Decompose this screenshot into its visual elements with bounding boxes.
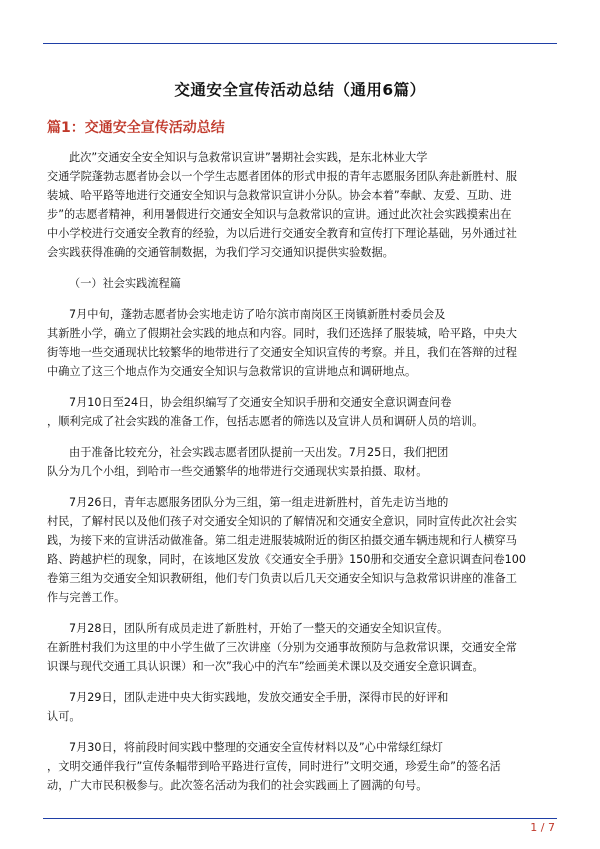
paragraph-intro (47, 148, 555, 262)
text-line: 交通学院蓬勃志愿者协会以一个学生志愿者团体的形式申报的青年志愿服务团队奔赴新胜村、服 (47, 170, 517, 183)
text-line: 由于准备比较充分，社会实践志愿者团队提前一天出发。7月25日，我们把团 (69, 446, 449, 459)
text-line: 装城、哈平路等地进行交通安全知识与急救常识宣讲小分队。协会本着”奉献、友爱、互助、进 (47, 189, 512, 202)
text-line: 卷第三组为交通安全知识教研组，他们专门负责以后几天交通安全知识与急救常识讲座的准备工 (47, 572, 517, 585)
paragraph-july-25 (47, 443, 555, 481)
text-line: 7月29日，团队走进中央大街实践地，发放交通安全手册，深得市民的好评和 (69, 691, 449, 704)
paragraph-july-28 (47, 619, 555, 676)
paragraph-july-26 (47, 493, 555, 607)
text-line: 会实践获得准确的交通管制数据，为我们学习交通知识提供实验数据。 (47, 246, 394, 259)
footer-rule (43, 818, 557, 819)
paragraph-july-10 (47, 393, 555, 431)
paragraph-july-29 (47, 688, 555, 726)
text-line: 认可。 (47, 710, 81, 723)
text-line: 识课与现代交通工具认识课）和一次”我心中的汽车”绘画美术课以及交通安全意识调查。 (47, 660, 484, 673)
text-line: （一）社会实践流程篇 (69, 277, 181, 290)
text-line: 7月10日至24日，协会组织编写了交通安全知识手册和交通安全意识调查问卷 (69, 396, 452, 409)
header-rule (43, 43, 557, 44)
text-line: 路、跨越护栏的现象，同时，在该地区发放《交通安全手册》150册和交通安全意识调查问卷100 (47, 553, 527, 566)
subsection-heading (47, 274, 555, 293)
text-line: 践，为接下来的宣讲活动做准备。第二组走进服装城附近的街区拍摄交通车辆违规和行人横穿马 (47, 534, 517, 547)
text-line: 队分为几个小组，到哈市一些交通繁华的地带进行交通现状实景拍摄、取材。 (47, 465, 428, 478)
text-line: 作与完善工作。 (47, 591, 126, 604)
document-title: 交通安全宣传活动总结（通用6篇） (174, 81, 426, 99)
text-line: 7月26日，青年志愿服务团队分为三组，第一组走进新胜村，首先走访当地的 (69, 496, 449, 509)
text-line: 在新胜村我们为这里的中小学生做了三次讲座（分别为交通事故预防与急救常识课，交通安全常 (47, 641, 517, 654)
page-number: 1 / 7 (530, 821, 555, 834)
text-line: 中小学校进行交通安全教育的经验，为以后进行交通安全教育和宣传打下理论基础，另外通过社 (47, 227, 517, 240)
text-line: 街等地一些交通现状比较繁华的地带进行了交通安全知识宣传的考察。并且，我们在答辩的过程 (47, 346, 517, 359)
text-line: 7月28日，团队所有成员走进了新胜村，开始了一整天的交通安全知识宣传。 (69, 622, 449, 635)
text-line: ，文明交通伴我行”宣传条幅带到哈平路进行宣传，同时进行”文明交通，珍爱生命”的签名活 (47, 760, 501, 773)
text-line: 中确立了这三个地点作为交通安全知识与急救常识的宣讲地点和调研地点。 (47, 365, 417, 378)
text-line: 7月中旬，蓬勃志愿者协会实地走访了哈尔滨市南岗区王岗镇新胜村委员会及 (69, 308, 446, 321)
text-line: ，顺利完成了社会实践的准备工作，包括志愿者的筛选以及宣讲人员和调研人员的培训。 (47, 415, 484, 428)
text-line: 步”的志愿者精神，利用暑假进行交通安全知识与急救常识的宣讲。通过此次社会实践摸索出在 (47, 208, 512, 221)
text-line: 动，广大市民积极参与。此次签名活动为我们的社会实践画上了圆满的句号。 (47, 779, 428, 792)
text-line: 其新胜小学，确立了假期社会实践的地点和内容。同时，我们还选择了服装城，哈平路，中央大 (47, 327, 517, 340)
paragraph-mid-july (47, 305, 555, 381)
text-line: 7月30日，将前段时间实践中整理的交通安全宣传材料以及”心中常绿红绿灯 (69, 741, 443, 754)
section-heading: 篇1：交通安全宣传活动总结 (47, 120, 225, 136)
paragraph-july-30 (47, 738, 555, 795)
document-body (47, 148, 555, 807)
text-line: 村民，了解村民以及他们孩子对交通安全知识的了解情况和交通安全意识，同时宣传此次社会实 (47, 515, 517, 528)
text-line: 此次”交通安全安全知识与急救常识宣讲”暑期社会实践，是东北林业大学 (69, 151, 428, 164)
